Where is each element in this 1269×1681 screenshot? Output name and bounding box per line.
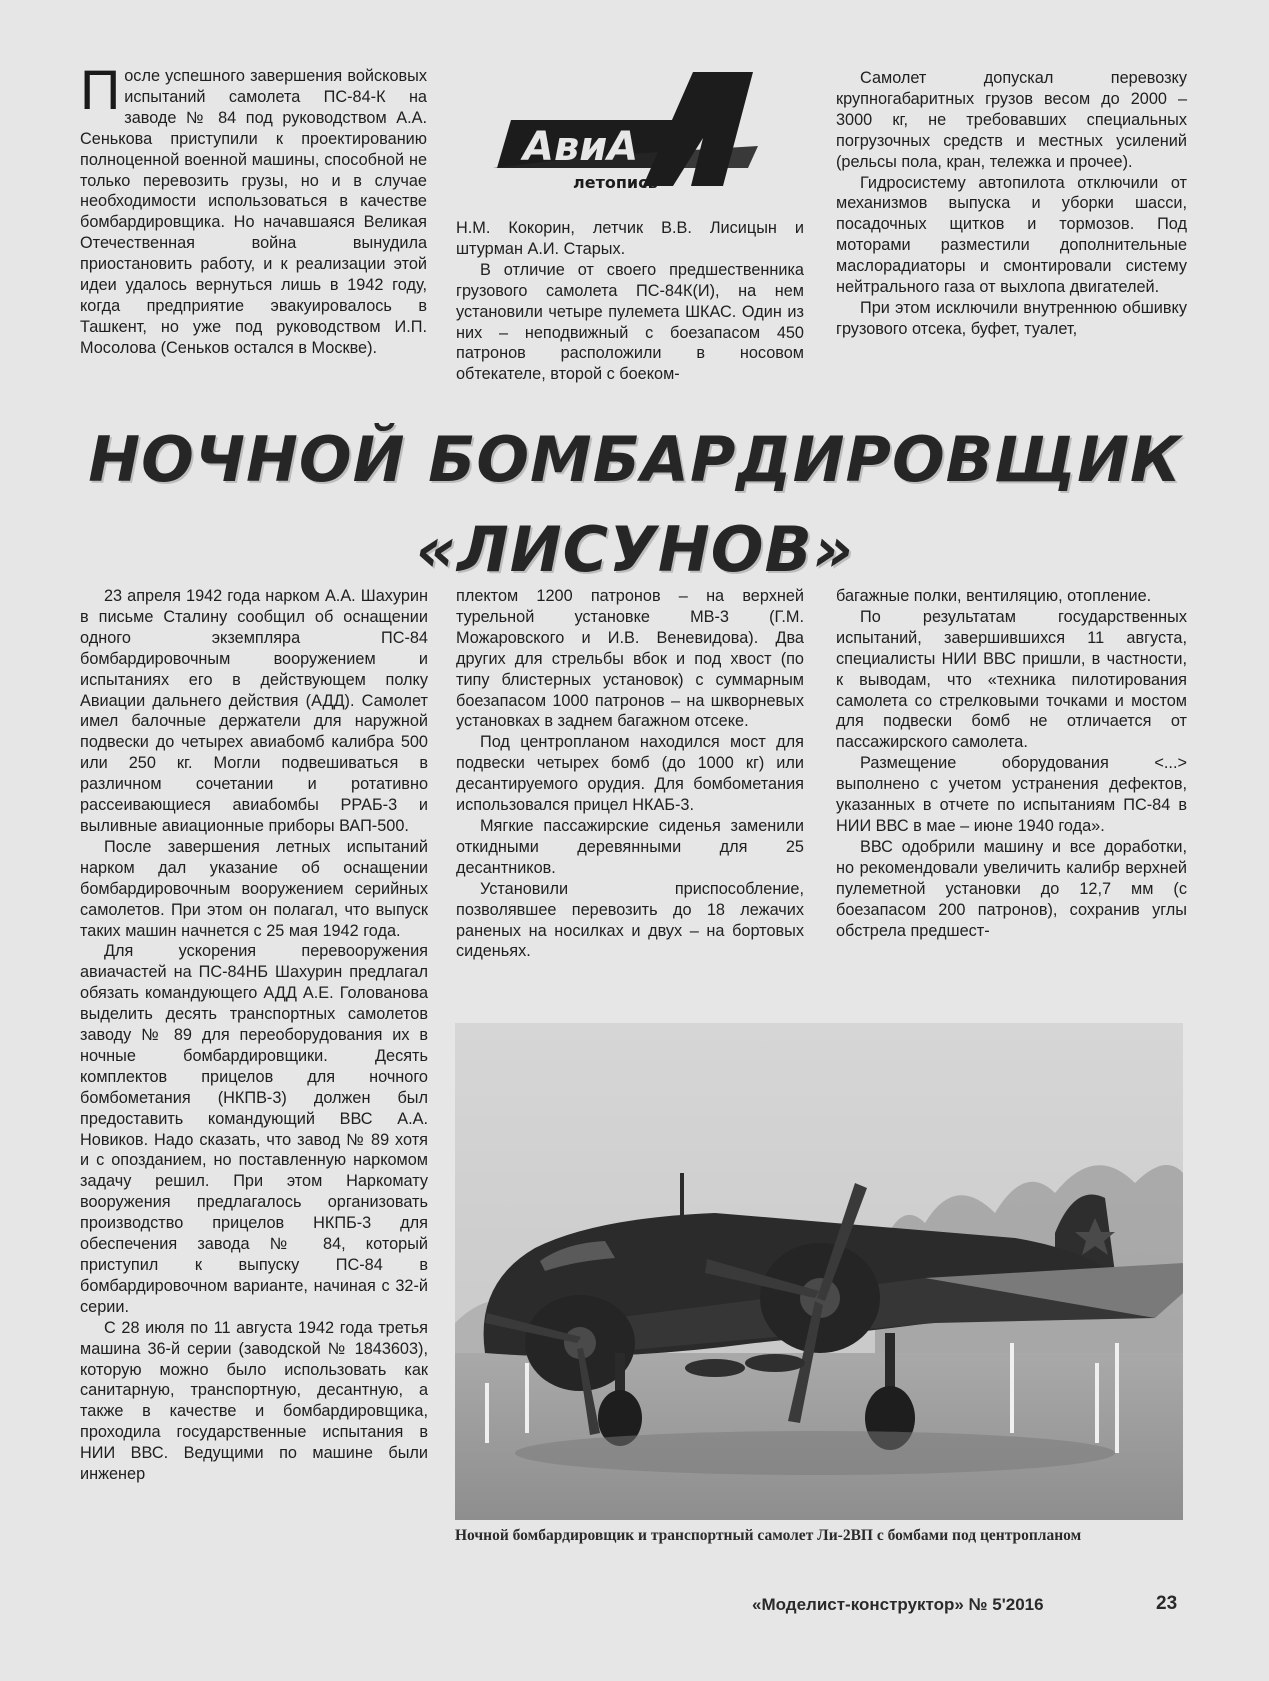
page-number: 23	[1156, 1593, 1178, 1614]
bottom-col2-paragraph-4: Установили приспособление, позволявшее перевозить до 18 лежачих раненых на носилках и двух – на бортовых сиденьях.	[456, 879, 804, 961]
top-column-2	[456, 218, 804, 385]
logo-wordmark: АвиА	[523, 124, 639, 170]
logo-subtitle: летопись	[573, 173, 658, 192]
bottom-col3-paragraph-2: По результатам государственных испытаний, завершившихся 11 августа, специалисты НИИ ВВС пришли, в частности, к выводам, что «техника пилотирования самолета со стрелковыми точками и мостом для подвески бомб не отличается от пассажирского самолета.	[836, 607, 1187, 752]
bottom-column-2	[456, 586, 804, 962]
photo-caption: Ночной бомбардировщик и транспортный самолет Ли-2ВП с бомбами под центропланом	[455, 1527, 1082, 1544]
top-col2-paragraph-1: Н.М. Кокорин, летчик В.В. Лисицын и штурман А.И. Старых.	[456, 219, 804, 258]
bottom-col2-paragraph-2: Под центропланом находился мост для подвески четырех бомб (до 1000 кг) или десантируемого орудия. Для бомбометания использовался прицел НКАБ-3.	[456, 733, 804, 815]
bottom-column-3	[836, 586, 1187, 941]
avia-letopis-logo	[453, 68, 813, 200]
drop-cap: П	[80, 58, 121, 121]
top-column-3	[836, 68, 1187, 340]
bottom-col1-paragraph-4: С 28 июля по 11 августа 1942 года третья машина 36-й серии (заводской № 1843603), которую можно было использовать как санитарную, транспортную, десантную, а также в качестве и бомбардировщика, проходила государственные испытания в НИИ ВВС. Ведущими по машине были инженер	[80, 1318, 428, 1484]
bottom-col3-paragraph-3: Размещение оборудования <...> выполнено с учетом устранения дефектов, указанных в отчете по испытаниям ПС-84 в НИИ ВВС в мае – июне 1940 года».	[836, 754, 1187, 835]
top-col3-paragraph-3: При этом исключили внутреннюю обшивку грузового отсека, буфет, туалет,	[836, 298, 1187, 338]
bottom-col3-paragraph-4: ВВС одобрили машину и все доработки, но рекомендовали увеличить калибр верхней пулеметной установки до 12,7 мм (с боезапасом 200 патронов), сохранив углы обстрела предшест-	[836, 837, 1187, 940]
bottom-col2-paragraph-1: плектом 1200 патронов – на верхней турельной установке МВ-3 (Г.М. Можаровского и И.В. Веневидова). Два других для стрельбы вбок и под хвост (по типу блистерных установок) с суммарным боезапасом 1000 патронов – на шкворневых установках в заднем багажном отсеке.	[456, 587, 804, 731]
bottom-col2-paragraph-3: Мягкие пассажирские сиденья заменили откидными деревянными для 25 десантников.	[456, 816, 804, 877]
bottom-col1-paragraph-3: Для ускорения перевооружения авиачастей на ПС-84НБ Шахурин предлагал обязать командующего АДД А.Е. Голованова выделить десять транспортных самолетов заводу № 89 для переоборудования их в ночные бомбардировщики. Десять комплектов прицелов для ночного бомбометания (НКПВ-3) должен был предоставить командующий ВВС А.А. Новиков. Надо сказать, что завод № 89 хотя и с опозданием, но поставленную наркомом задачу решил. При этом Наркомату вооружения предлагалось организовать производство прицелов НКПБ-3 для обеспечения завода № 84, который приступил к выпуску ПС-84 в бомбардировочном варианте, начиная с 32-й серии.	[80, 942, 428, 1316]
magazine-footer: «Моделист-конструктор» № 5'2016	[752, 1595, 1044, 1614]
top-col3-paragraph-2: Гидросистему автопилота отключили от механизмов выпуска и уборки шасси, посадочных щитков и тормозов. Под моторами разместили дополнительные маслорадиаторы и смонтировали систему нейтрального газа от выхлопа двигателей.	[836, 173, 1187, 297]
headline-line-1: НОЧНОЙ БОМБАРДИРОВЩИК	[88, 423, 1182, 496]
top-col3-paragraph-1: Самолет допускал перевозку крупногабаритных грузов весом до 2000 – 3000 кг, не требовавших специальных погрузочных средств и местных усилений (рельсы пола, кран, тележка и прочее).	[836, 69, 1187, 171]
bottom-column-1	[80, 586, 428, 1485]
aircraft-illustration	[455, 1023, 1183, 1520]
top-column-1	[80, 58, 427, 359]
bottom-col3-paragraph-1: багажные полки, вентиляцию, отопление.	[836, 587, 1152, 605]
headline-line-2: «ЛИСУНОВ»	[415, 513, 855, 586]
bottom-col1-paragraph-1: 23 апреля 1942 года нарком А.А. Шахурин в письме Сталину сообщил об оснащении одного экземпляра ПС-84 бомбардировочным вооружением и испытаниях его в действующем полку Авиации дальнего действия (АДД). Самолет имел балочные держатели для наружной подвески до четырех авиабомб калибра 500 или 250 кг. Могли подвешиваться в различном сочетании и ротативно рассеивающиеся авиабомбы РРАБ-3 и выливные авиационные приборы ВАП-500.	[80, 587, 428, 835]
bottom-col1-paragraph-2: После завершения летных испытаний нарком дал указание об оснащении бомбардировочным вооружением серийных самолетов. При этом он полагал, что выпуск таких машин начнется с 25 мая 1942 года.	[80, 837, 428, 940]
top-col1-paragraph: После успешного завершения войсковых испытаний самолета ПС-84-К на заводе № 84 под руководством А.А. Сенькова приступили к проектированию полноценной военной машины, способной не только перевозить грузы, но и в случае необходимости использоваться в качестве бомбардировщика. Но начавшаяся Великая Отечественная война вынудила приостановить работу, и к реализации этой идеи удалось вернуться лишь в 1942 году, когда предприятие эвакуировалось в Ташкент, но уже под руководством И.П. Мосолова (Сеньков остался в Москве).	[80, 58, 427, 357]
top-col2-paragraph-2: В отличие от своего предшественника грузового самолета ПС-84К(И), на нем установили четыре пулемета ШКАС. Один из них – неподвижный с боезапасом 450 патронов расположили в носовом обтекателе, второй с боеком-	[456, 260, 804, 384]
aircraft-photo	[455, 1023, 1183, 1520]
